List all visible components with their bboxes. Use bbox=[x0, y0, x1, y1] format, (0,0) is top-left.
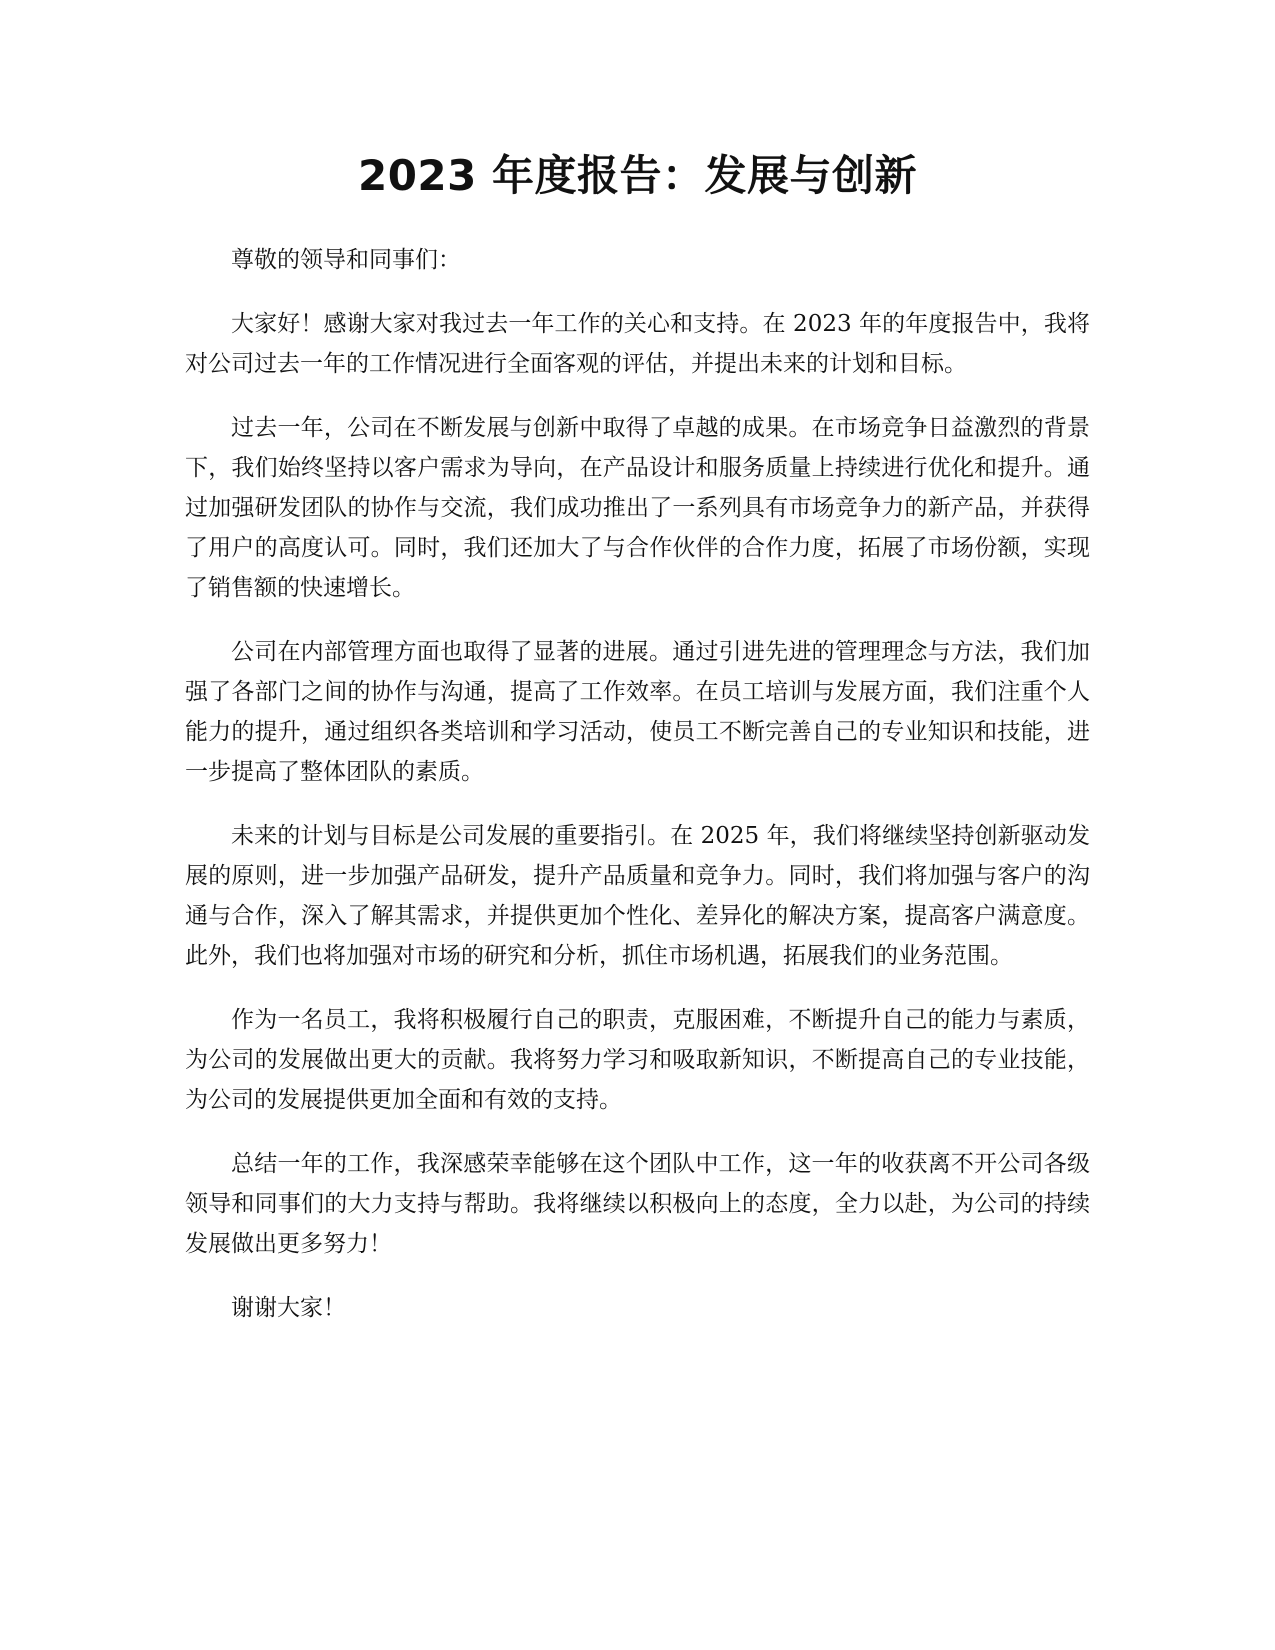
body-paragraph-1: 大家好！感谢大家对我过去一年工作的关心和支持。在 2023 年的年度报告中，我将对公司过去一年的工作情况进行全面客观的评估，并提出未来的计划和目标。 bbox=[185, 311, 1090, 377]
closing-paragraph: 谢谢大家！ bbox=[231, 1295, 346, 1321]
document-body bbox=[185, 240, 1090, 1352]
body-paragraph-3: 公司在内部管理方面也取得了显著的进展。通过引进先进的管理理念与方法，我们加强了各部门之间的协作与沟通，提高了工作效率。在员工培训与发展方面，我们注重个人能力的提升，通过组织各类培训和学习活动，使员工不断完善自己的专业知识和技能，进一步提高了整体团队的素质。 bbox=[185, 639, 1090, 785]
body-paragraph-6: 总结一年的工作，我深感荣幸能够在这个团队中工作，这一年的收获离不开公司各级领导和同事们的大力支持与帮助。我将继续以积极向上的态度，全力以赴，为公司的持续发展做出更多努力！ bbox=[185, 1151, 1090, 1257]
greeting-paragraph: 尊敬的领导和同事们： bbox=[231, 247, 461, 273]
body-paragraph-2: 过去一年，公司在不断发展与创新中取得了卓越的成果。在市场竞争日益激烈的背景下，我们始终坚持以客户需求为导向，在产品设计和服务质量上持续进行优化和提升。通过加强研发团队的协作与交流，我们成功推出了一系列具有市场竞争力的新产品，并获得了用户的高度认可。同时，我们还加大了与合作伙伴的合作力度，拓展了市场份额，实现了销售额的快速增长。 bbox=[185, 415, 1090, 601]
body-paragraph-5: 作为一名员工，我将积极履行自己的职责，克服困难，不断提升自己的能力与素质，为公司的发展做出更大的贡献。我将努力学习和吸取新知识，不断提高自己的专业技能，为公司的发展提供更加全面和有效的支持。 bbox=[185, 1007, 1090, 1113]
document-title: 2023 年度报告：发展与创新 bbox=[357, 151, 918, 200]
body-paragraph-4: 未来的计划与目标是公司发展的重要指引。在 2025 年，我们将继续坚持创新驱动发展的原则，进一步加强产品研发，提升产品质量和竞争力。同时，我们将加强与客户的沟通与合作，深入了解其需求，并提供更加个性化、差异化的解决方案，提高客户满意度。此外，我们也将加强对市场的研究和分析，抓住市场机遇，拓展我们的业务范围。 bbox=[185, 823, 1090, 969]
